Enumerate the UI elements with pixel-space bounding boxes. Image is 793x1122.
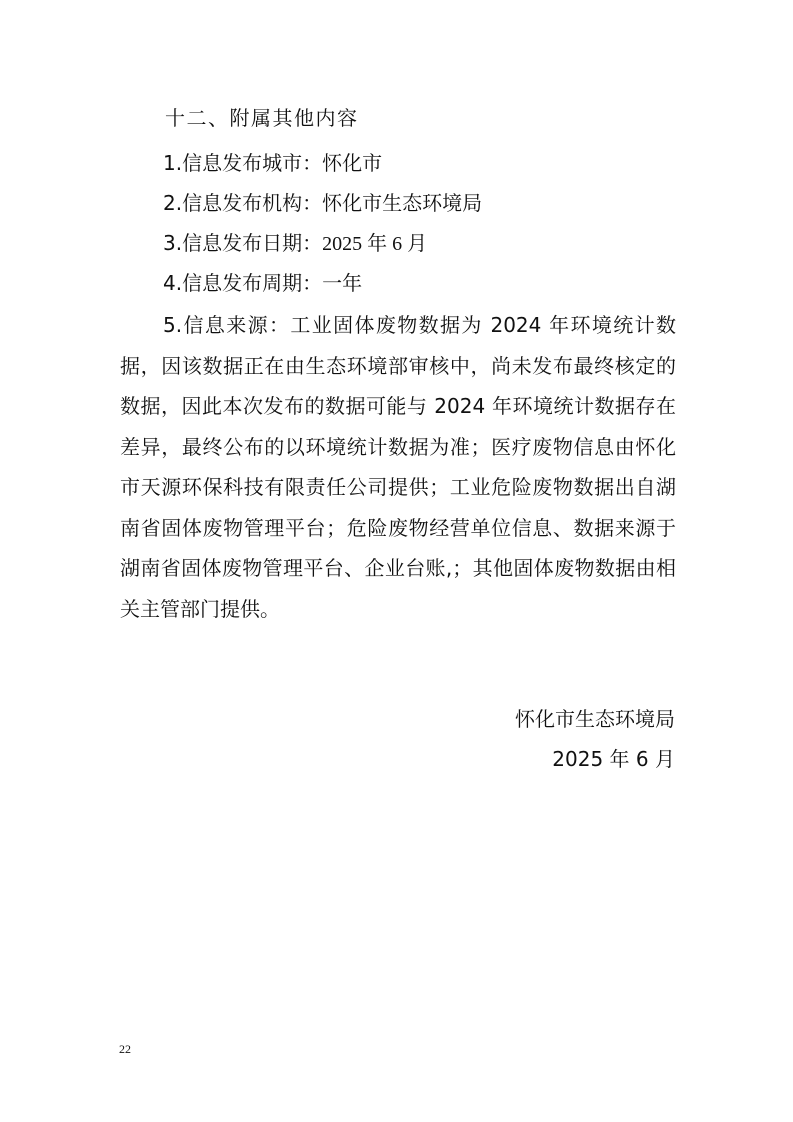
info-item-date-value: 2025 年 6 月: [322, 233, 428, 255]
signature-date: 2025 年 6 月: [552, 747, 675, 771]
info-item-city: [163, 150, 382, 176]
info-item-organization-value: 怀化市生态环境局: [322, 191, 483, 215]
info-item-city-value: 怀化市: [322, 151, 383, 175]
page-number: 22: [119, 1042, 131, 1056]
info-item-city-label: 1.信息发布城市：: [163, 151, 323, 175]
info-item-period-label: 4.信息发布周期：: [163, 271, 323, 295]
info-item-organization: [163, 190, 482, 216]
info-item-period: [163, 270, 362, 296]
info-item-date-label: 3.信息发布日期：: [163, 231, 323, 255]
info-source-paragraph: 5.信息来源：工业固体废物数据为 2024 年环境统计数据，因该数据正在由生态环境部审核中，尚未发布最终核定的数据，因此本次发布的数据可能与 2024 年环境统计数据存在差异，最终公布的以环境统计数据为准；医疗废物信息由怀化市天源环保科技有限责任公司提供；工业危险废物数据出自湖南省固体废物管理平台；危险废物经营单位信息、数据来源于湖南省固体废物管理平台、企业台账,；其他固体废物数据由相关主管部门提供。: [120, 313, 676, 621]
signature-organization: 怀化市生态环境局: [515, 707, 675, 731]
info-item-organization-label: 2.信息发布机构：: [163, 191, 323, 215]
info-item-date: [163, 230, 427, 257]
section-heading: 十二、附属其他内容: [165, 106, 359, 130]
info-item-period-value: 一年: [322, 271, 363, 295]
